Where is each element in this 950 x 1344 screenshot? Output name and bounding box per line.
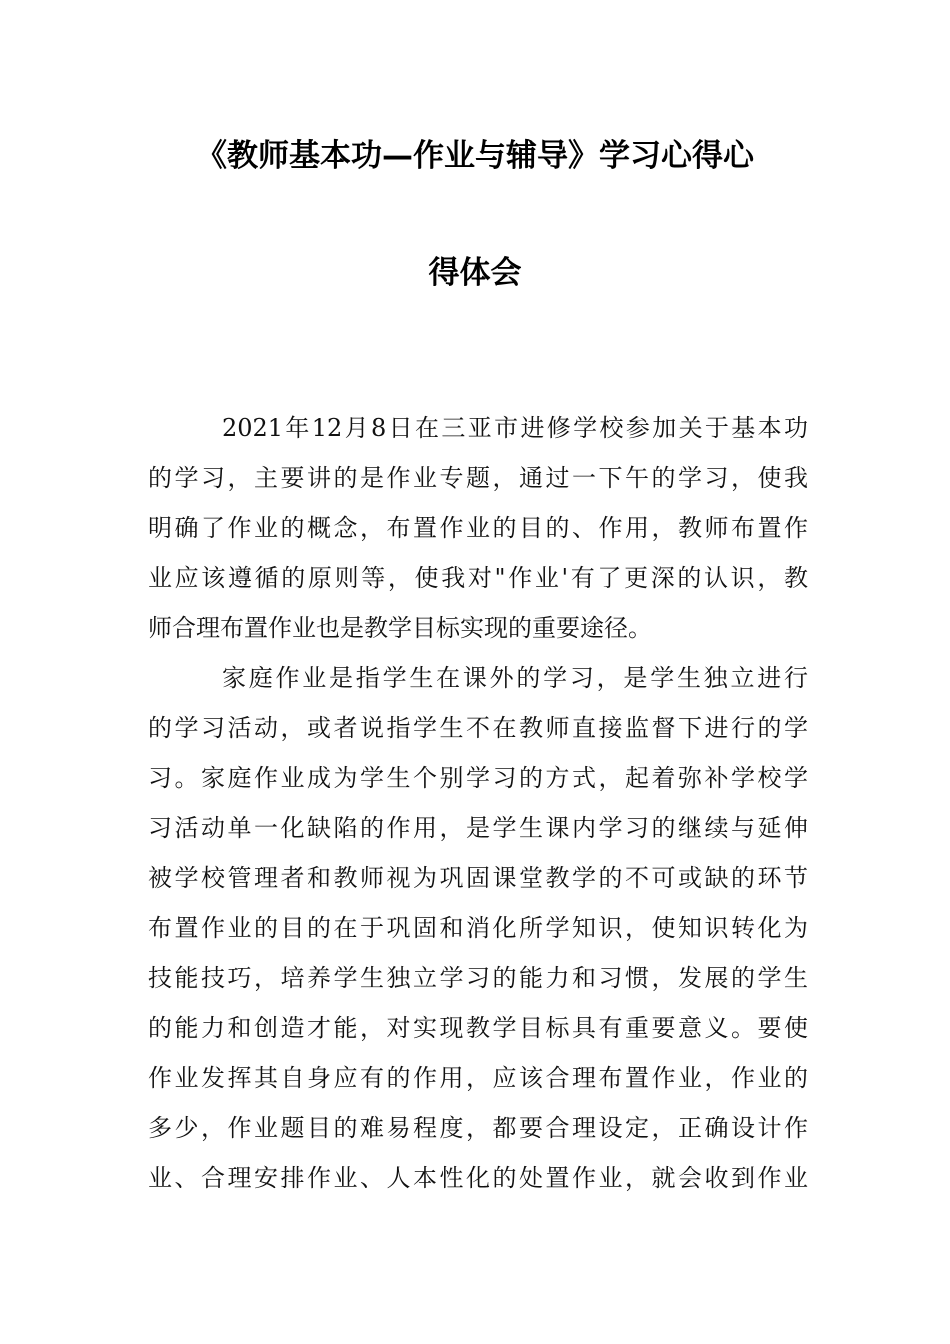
paragraph-1-line-3: 明确了作业的概念，布置作业的目的、作用，教师布置作 [148, 514, 808, 542]
paragraph-1-line-4: 业应该遵循的原则等，使我对"作业'有了更深的认识，教 [148, 564, 808, 592]
paragraph-2-line-5: 被学校管理者和教师视为巩固课堂教学的不可或缺的环节 [148, 864, 808, 892]
paragraph-2-line-3: 习。家庭作业成为学生个别学习的方式，起着弥补学校学 [148, 764, 808, 792]
paragraph-2-line-6: 布置作业的目的在于巩固和消化所学知识，使知识转化为 [148, 914, 808, 942]
paragraph-1-line-2: 的学习，主要讲的是作业专题，通过一下午的学习，使我 [148, 464, 808, 492]
document-title-line-2: 得体会 [428, 255, 522, 291]
paragraph-1-line-1: 2021年12月8日在三亚市进修学校参加关于基本功 [222, 414, 808, 442]
paragraph-2-line-8: 的能力和创造才能，对实现教学目标具有重要意义。要使 [148, 1014, 808, 1042]
paragraph-2-line-2: 的学习活动，或者说指学生不在教师直接监督下进行的学 [148, 714, 808, 742]
document-title-line-1: 《教师基本功—作业与辅导》学习心得心 [196, 138, 754, 174]
paragraph-2-line-4: 习活动单一化缺陷的作用，是学生课内学习的继续与延伸 [148, 814, 808, 842]
paragraph-2-line-1: 家庭作业是指学生在课外的学习，是学生独立进行 [222, 664, 808, 692]
paragraph-2-line-10: 多少，作业题目的难易程度，都要合理设定，正确设计作 [148, 1114, 808, 1142]
paragraph-2-line-11: 业、合理安排作业、人本性化的处置作业，就会收到作业 [148, 1164, 808, 1192]
paragraph-2-line-7: 技能技巧，培养学生独立学习的能力和习惯，发展的学生 [148, 964, 808, 992]
paragraph-2-line-9: 作业发挥其自身应有的作用，应该合理布置作业，作业的 [148, 1064, 808, 1092]
paragraph-1-line-5: 师合理布置作业也是教学目标实现的重要途径。 [148, 614, 652, 642]
